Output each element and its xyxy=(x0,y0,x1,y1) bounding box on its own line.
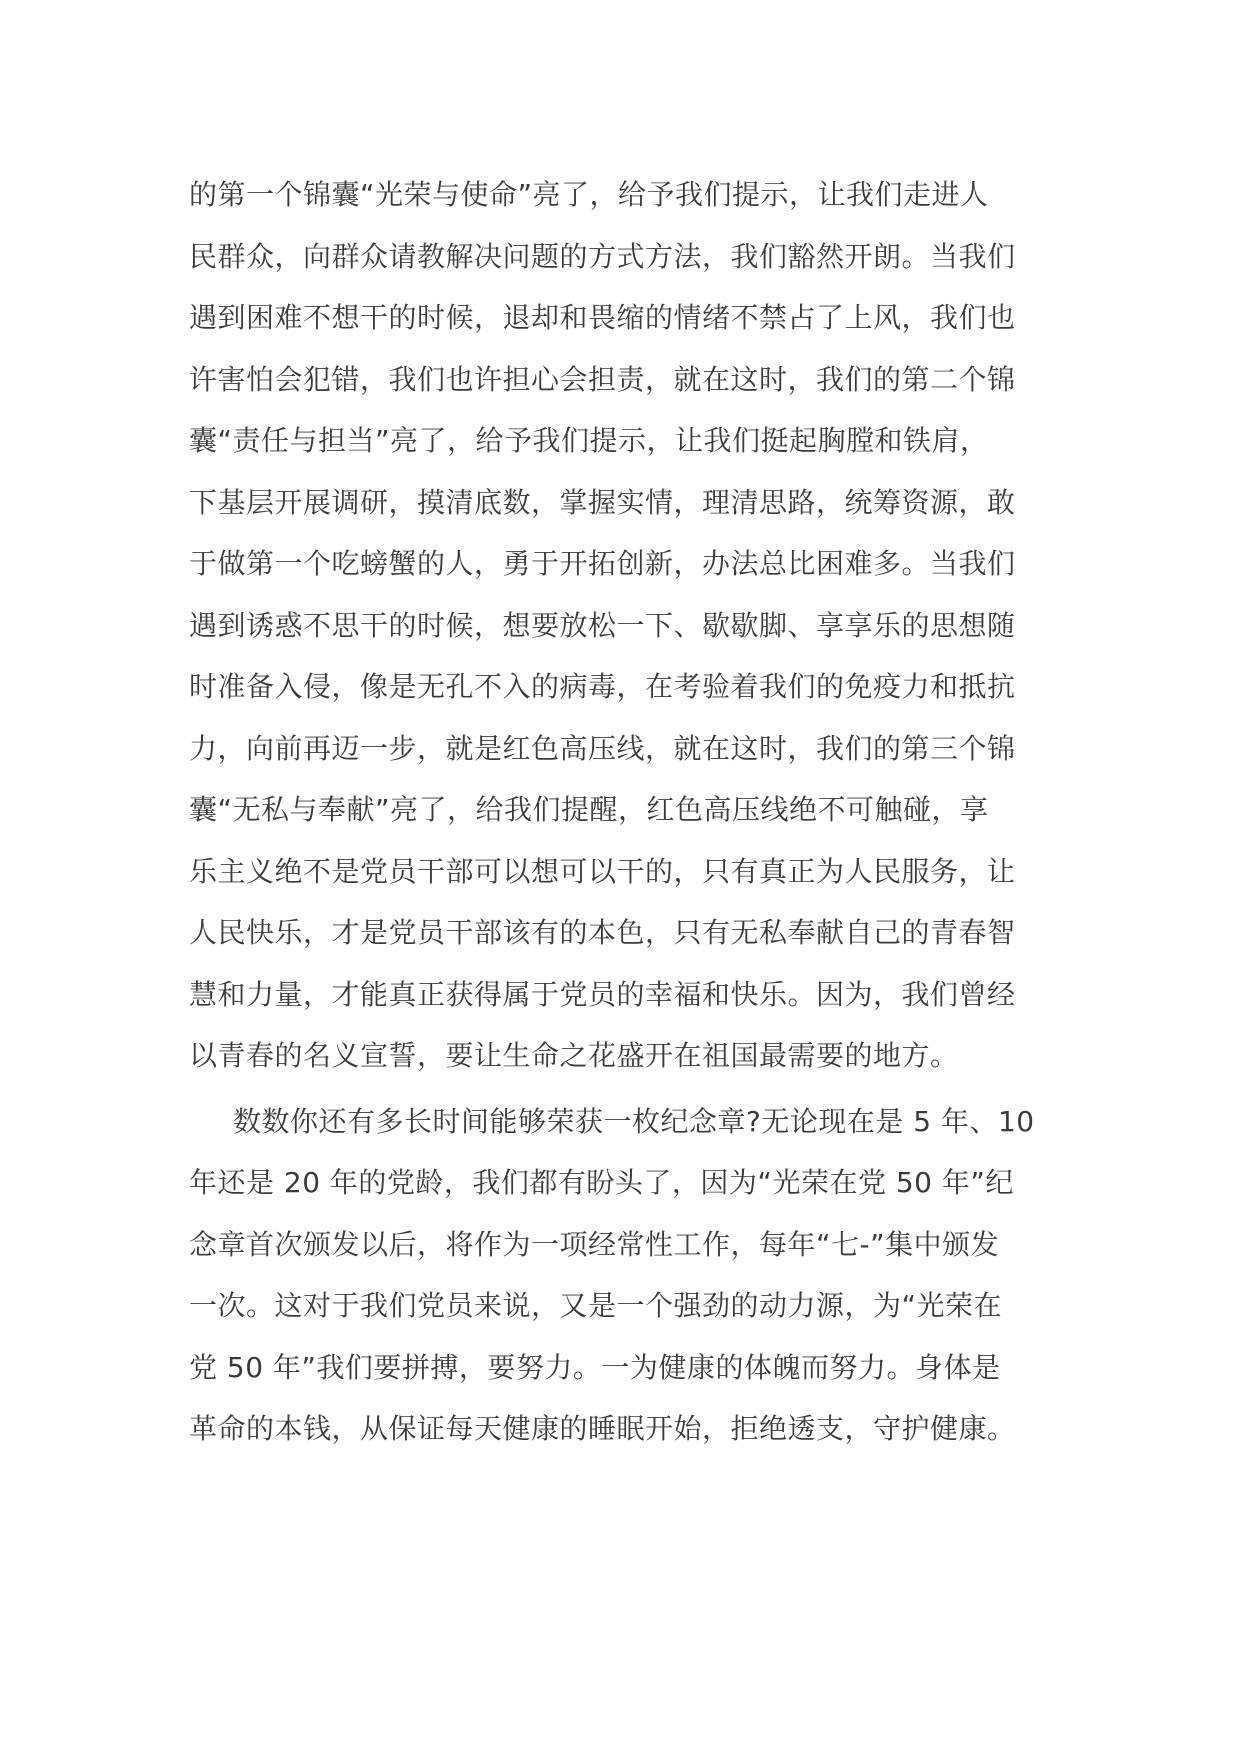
text-line: 人民快乐，才是党员干部该有的本色，只有无私奉献自己的青春智 xyxy=(189,916,1016,949)
body-text xyxy=(189,164,1059,1460)
text-line: 力，向前再迈一步，就是红色高压线，就在这时，我们的第三个锦 xyxy=(189,731,1016,765)
text-line: 念章首次颁发以后，将作为一项经常性工作，每年“七-”集中颁发 xyxy=(189,1227,1000,1261)
text-line: 慧和力量，才能真正获得属于党员的幸福和快乐。因为，我们曾经 xyxy=(189,977,1016,1011)
text-line: 遇到诱惑不思干的时候，想要放松一下、歇歇脚、享享乐的思想随 xyxy=(189,608,1016,642)
text-line: 于做第一个吃螃蟹的人，勇于开拓创新，办法总比困难多。当我们 xyxy=(189,547,1016,580)
paragraph-1 xyxy=(189,164,1059,1087)
text-line: 一次。这对于我们党员来说，又是一个强劲的动力源，为“光荣在 xyxy=(189,1289,1003,1322)
text-line: 乐主义绝不是党员干部可以想可以干的，只有真正为人民服务，让 xyxy=(189,854,1016,888)
text-line: 许害怕会犯错，我们也许担心会担责，就在这时，我们的第二个锦 xyxy=(189,362,1016,396)
paragraph-2 xyxy=(189,1091,1059,1460)
text-line: 囊“无私与奉献”亮了，给我们提醒，红色高压线绝不可触碰，享 xyxy=(189,793,989,826)
text-line: 下基层开展调研，摸清底数，掌握实情，理清思路，统筹资源，敢 xyxy=(189,485,1016,519)
text-line: 民群众，向群众请教解决问题的方式方法，我们豁然开朗。当我们 xyxy=(189,239,1016,273)
text-line: 囊“责任与担当”亮了，给予我们提示，让我们挺起胸膛和铁肩， xyxy=(189,424,989,457)
text-line: 年还是 20 年的党龄，我们都有盼头了，因为“光荣在党 50 年”纪 xyxy=(189,1166,1014,1199)
text-line: 党 50 年”我们要拼搏，要努力。一为健康的体魄而努力。身体是 xyxy=(189,1350,1001,1384)
text-line: 的第一个锦囊“光荣与使命”亮了，给予我们提示，让我们走进人 xyxy=(189,178,989,211)
text-line: 时准备入侵，像是无孔不入的病毒，在考验着我们的免疫力和抵抗 xyxy=(189,670,1016,703)
text-line: 革命的本钱，从保证每天健康的睡眠开始，拒绝透支，守护健康。 xyxy=(189,1412,1016,1445)
text-line: 数数你还有多长时间能够荣获一枚纪念章?无论现在是 5 年、10 xyxy=(233,1104,1035,1138)
text-line: 以青春的名义宣誓，要让生命之花盛开在祖国最需要的地方。 xyxy=(189,1039,959,1072)
text-line: 遇到困难不想干的时候，退却和畏缩的情绪不禁占了上风，我们也 xyxy=(189,301,1016,334)
